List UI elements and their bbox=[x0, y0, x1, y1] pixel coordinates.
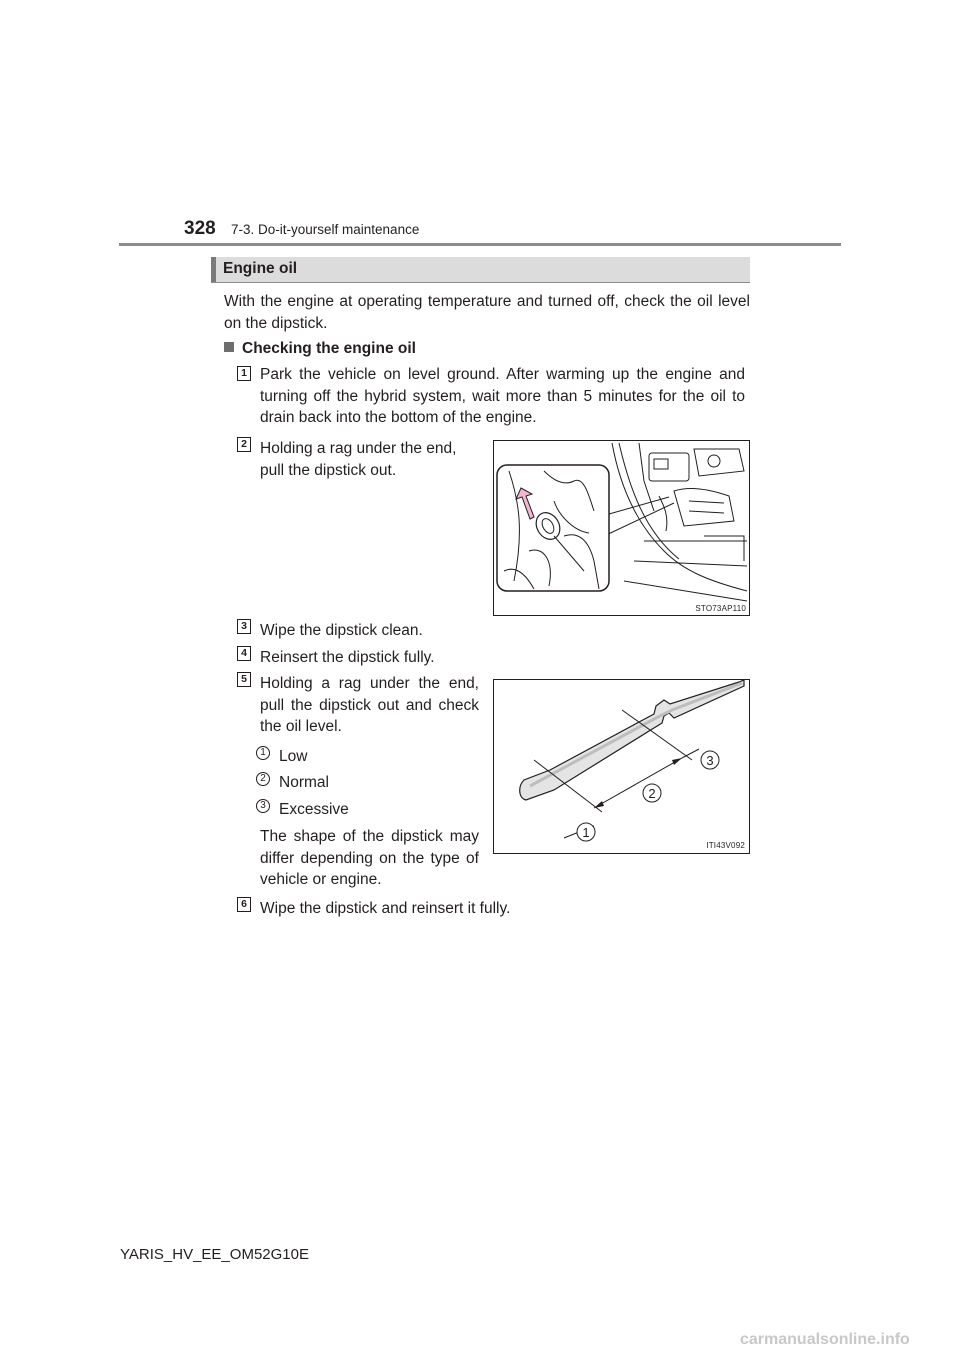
dipstick-figure bbox=[493, 679, 750, 854]
footer-model-code: YARIS_HV_EE_OM52G10E bbox=[120, 1246, 309, 1263]
topic-title-bar bbox=[211, 257, 750, 283]
level-label-low: Low bbox=[279, 748, 308, 765]
topic-bar-accent bbox=[211, 257, 216, 282]
header-divider bbox=[119, 243, 841, 246]
level-number-2: 2 bbox=[256, 772, 270, 786]
step-5-text: Holding a rag under the end, pull the dipstick out and check the oil level. bbox=[260, 675, 479, 735]
dipstick-callout-3: 3 bbox=[706, 753, 714, 768]
level-label-normal: Normal bbox=[279, 774, 329, 791]
dipstick-callout-2: 2 bbox=[648, 786, 656, 801]
engine-figure bbox=[493, 440, 750, 616]
step-badge-2: 2 bbox=[237, 437, 251, 452]
section-reference: 7-3. Do-it-yourself maintenance bbox=[231, 222, 420, 237]
step-4-text: Reinsert the dipstick fully. bbox=[260, 649, 435, 666]
step-badge-4: 4 bbox=[237, 646, 251, 661]
watermark-text: carmanualsonline.info bbox=[740, 1331, 910, 1348]
step-badge-3: 3 bbox=[237, 619, 251, 634]
dipstick-callout-1: 1 bbox=[582, 825, 590, 840]
level-label-excessive: Excessive bbox=[279, 801, 349, 818]
step-2-text bbox=[260, 438, 480, 481]
square-bullet-icon bbox=[224, 342, 234, 352]
step-badge-5: 5 bbox=[237, 672, 251, 687]
intro-paragraph: With the engine at operating temperature and turned off, check the oil level on the dipstick. bbox=[224, 293, 750, 332]
topic-title: Engine oil bbox=[223, 260, 298, 277]
page-number: 328 bbox=[184, 218, 216, 239]
step-badge-1: 1 bbox=[237, 366, 251, 381]
dipstick-shape-note: The shape of the dipstick may differ depending on the type of vehicle or engine. bbox=[260, 828, 479, 888]
step-6-text: Wipe the dipstick and reinsert it fully. bbox=[260, 900, 511, 917]
subsection-title: Checking the engine oil bbox=[242, 340, 416, 357]
step-badge-6: 6 bbox=[237, 897, 251, 912]
engine-illustration bbox=[494, 441, 749, 615]
engine-figure-code: STO73AP110 bbox=[695, 604, 746, 613]
step-3-text: Wipe the dipstick clean. bbox=[260, 622, 423, 639]
level-number-3: 3 bbox=[256, 799, 270, 813]
subsection-heading bbox=[224, 340, 416, 358]
level-number-1: 1 bbox=[256, 746, 270, 760]
dipstick-figure-code: ITI43V092 bbox=[706, 841, 745, 850]
dipstick-illustration bbox=[494, 680, 749, 853]
step-2-line-2: pull the dipstick out. bbox=[260, 461, 397, 479]
step-1-text: Park the vehicle on level ground. After warming up the engine and turning off the hybrid system, wait more than 5 minutes for the oil to drain back into the bottom of the engine. bbox=[260, 366, 745, 426]
step-2-line-1: Holding a rag under the end, bbox=[260, 440, 457, 457]
